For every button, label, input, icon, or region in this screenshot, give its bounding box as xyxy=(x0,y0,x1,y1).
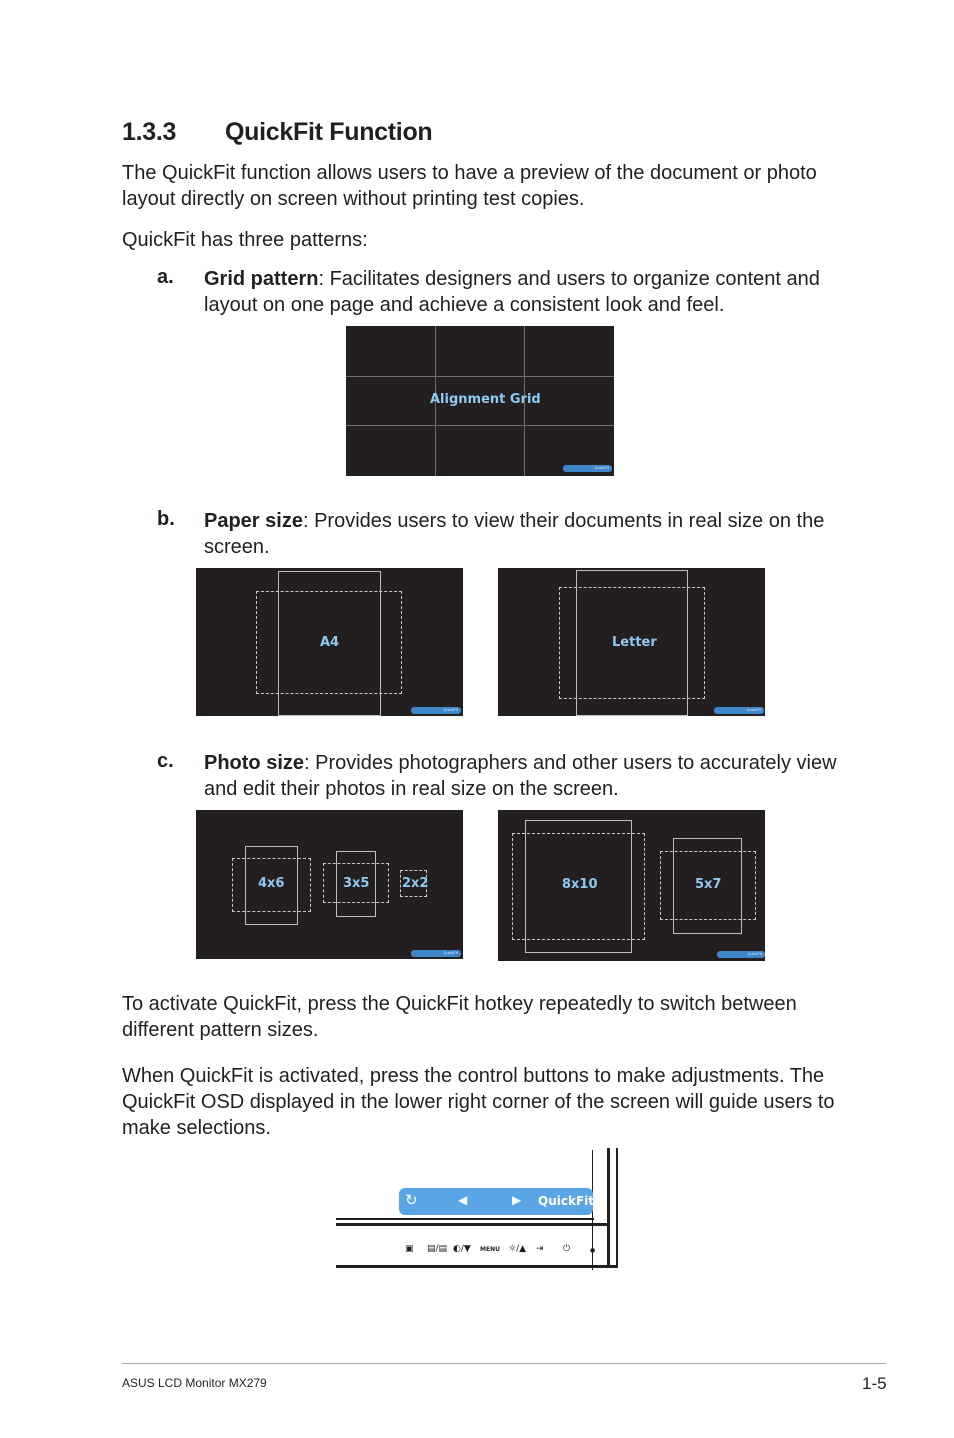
brightness-up-button-icon: ☼/▲ xyxy=(508,1244,527,1254)
footer-left: ASUS LCD Monitor MX279 xyxy=(122,1376,267,1390)
photo-5x7-label: 5x7 xyxy=(695,877,722,892)
photo-4x6-label: 4x6 xyxy=(258,876,285,891)
mini-osd-label: QuickFit xyxy=(747,951,762,956)
splendid-button-icon: ▤/▤ xyxy=(427,1244,448,1254)
item-a-letter: a. xyxy=(157,266,174,288)
mini-osd-label: QuickFit xyxy=(443,950,458,955)
item-a-desc: : Facilitates designers and users to organize content and layout on one page and achieve a consistent look and feel. xyxy=(204,268,820,316)
mini-osd-bar xyxy=(563,465,612,472)
photo-small-screen xyxy=(196,810,463,959)
left-arrow-icon: ◀ xyxy=(458,1193,468,1207)
a4-label: A4 xyxy=(320,635,340,650)
item-c-letter: c. xyxy=(157,750,174,772)
section-title: QuickFit Function xyxy=(225,118,433,146)
paper-a4-screen xyxy=(196,568,463,716)
alignment-grid-label: Alignment Grid xyxy=(430,392,541,407)
mini-osd-bar xyxy=(411,707,461,714)
grid-line xyxy=(346,376,614,377)
photo-large-screen xyxy=(498,810,765,961)
section-number: 1.3.3 xyxy=(122,118,177,146)
mini-osd-bar xyxy=(717,951,765,958)
photo-2x2-label: 2x2 xyxy=(402,876,429,891)
quickfit-button-icon: ▣ xyxy=(405,1244,414,1254)
mini-osd-label: QuickFit xyxy=(594,465,609,470)
osd-paragraph: When QuickFit is activated, press the control buttons to make adjustments. The QuickFit OSD displayed in the lower right corner of the screen will guide users to make selections. xyxy=(122,1065,835,1139)
return-icon: ↻ xyxy=(405,1191,418,1209)
volume-down-button-icon: ◐/▼ xyxy=(453,1244,471,1254)
mini-osd-label: QuickFit xyxy=(746,707,761,712)
letter-label: Letter xyxy=(612,635,657,650)
item-b-letter: b. xyxy=(157,508,175,530)
monitor-corner-illustration xyxy=(336,1148,621,1270)
item-c-term: Photo size xyxy=(204,752,305,774)
mini-osd-bar xyxy=(714,707,764,714)
item-c-desc: : Provides photographers and other users to accurately view and edit their photos in real size on the screen. xyxy=(204,752,837,800)
item-b-desc: : Provides users to view their documents in real size on the screen. xyxy=(204,510,825,558)
activate-paragraph: To activate QuickFit, press the QuickFit hotkey repeatedly to switch between different pattern sizes. xyxy=(122,993,797,1041)
item-a-text xyxy=(204,266,844,318)
page-number: 1-5 xyxy=(862,1374,887,1393)
quickfit-osd-bar xyxy=(399,1188,593,1215)
item-a-term: Grid pattern xyxy=(204,268,319,290)
footer-rule xyxy=(122,1363,886,1364)
power-led-icon: ● xyxy=(590,1247,596,1254)
mini-osd-bar xyxy=(411,950,461,957)
input-button-icon: ⇥ xyxy=(536,1244,544,1254)
grid-line xyxy=(346,425,614,426)
power-button-icon: ⏻ xyxy=(563,1244,571,1254)
item-c-text xyxy=(204,750,844,802)
intro-paragraph: The QuickFit function allows users to have a preview of the document or photo layout directly on screen without printing test copies. xyxy=(122,162,817,210)
patterns-intro: QuickFit has three patterns: xyxy=(122,229,368,251)
paper-letter-screen xyxy=(498,568,765,716)
photo-8x10-label: 8x10 xyxy=(562,877,598,892)
photo-3x5-label: 3x5 xyxy=(343,876,370,891)
item-b-term: Paper size xyxy=(204,510,303,532)
right-arrow-icon: ▶ xyxy=(512,1193,522,1207)
mini-osd-label: QuickFit xyxy=(443,707,458,712)
item-b-text xyxy=(204,508,844,560)
grid-pattern-screen xyxy=(346,326,614,476)
menu-button-label: MENU xyxy=(480,1246,500,1253)
osd-quickfit-label: QuickFit xyxy=(538,1194,594,1208)
